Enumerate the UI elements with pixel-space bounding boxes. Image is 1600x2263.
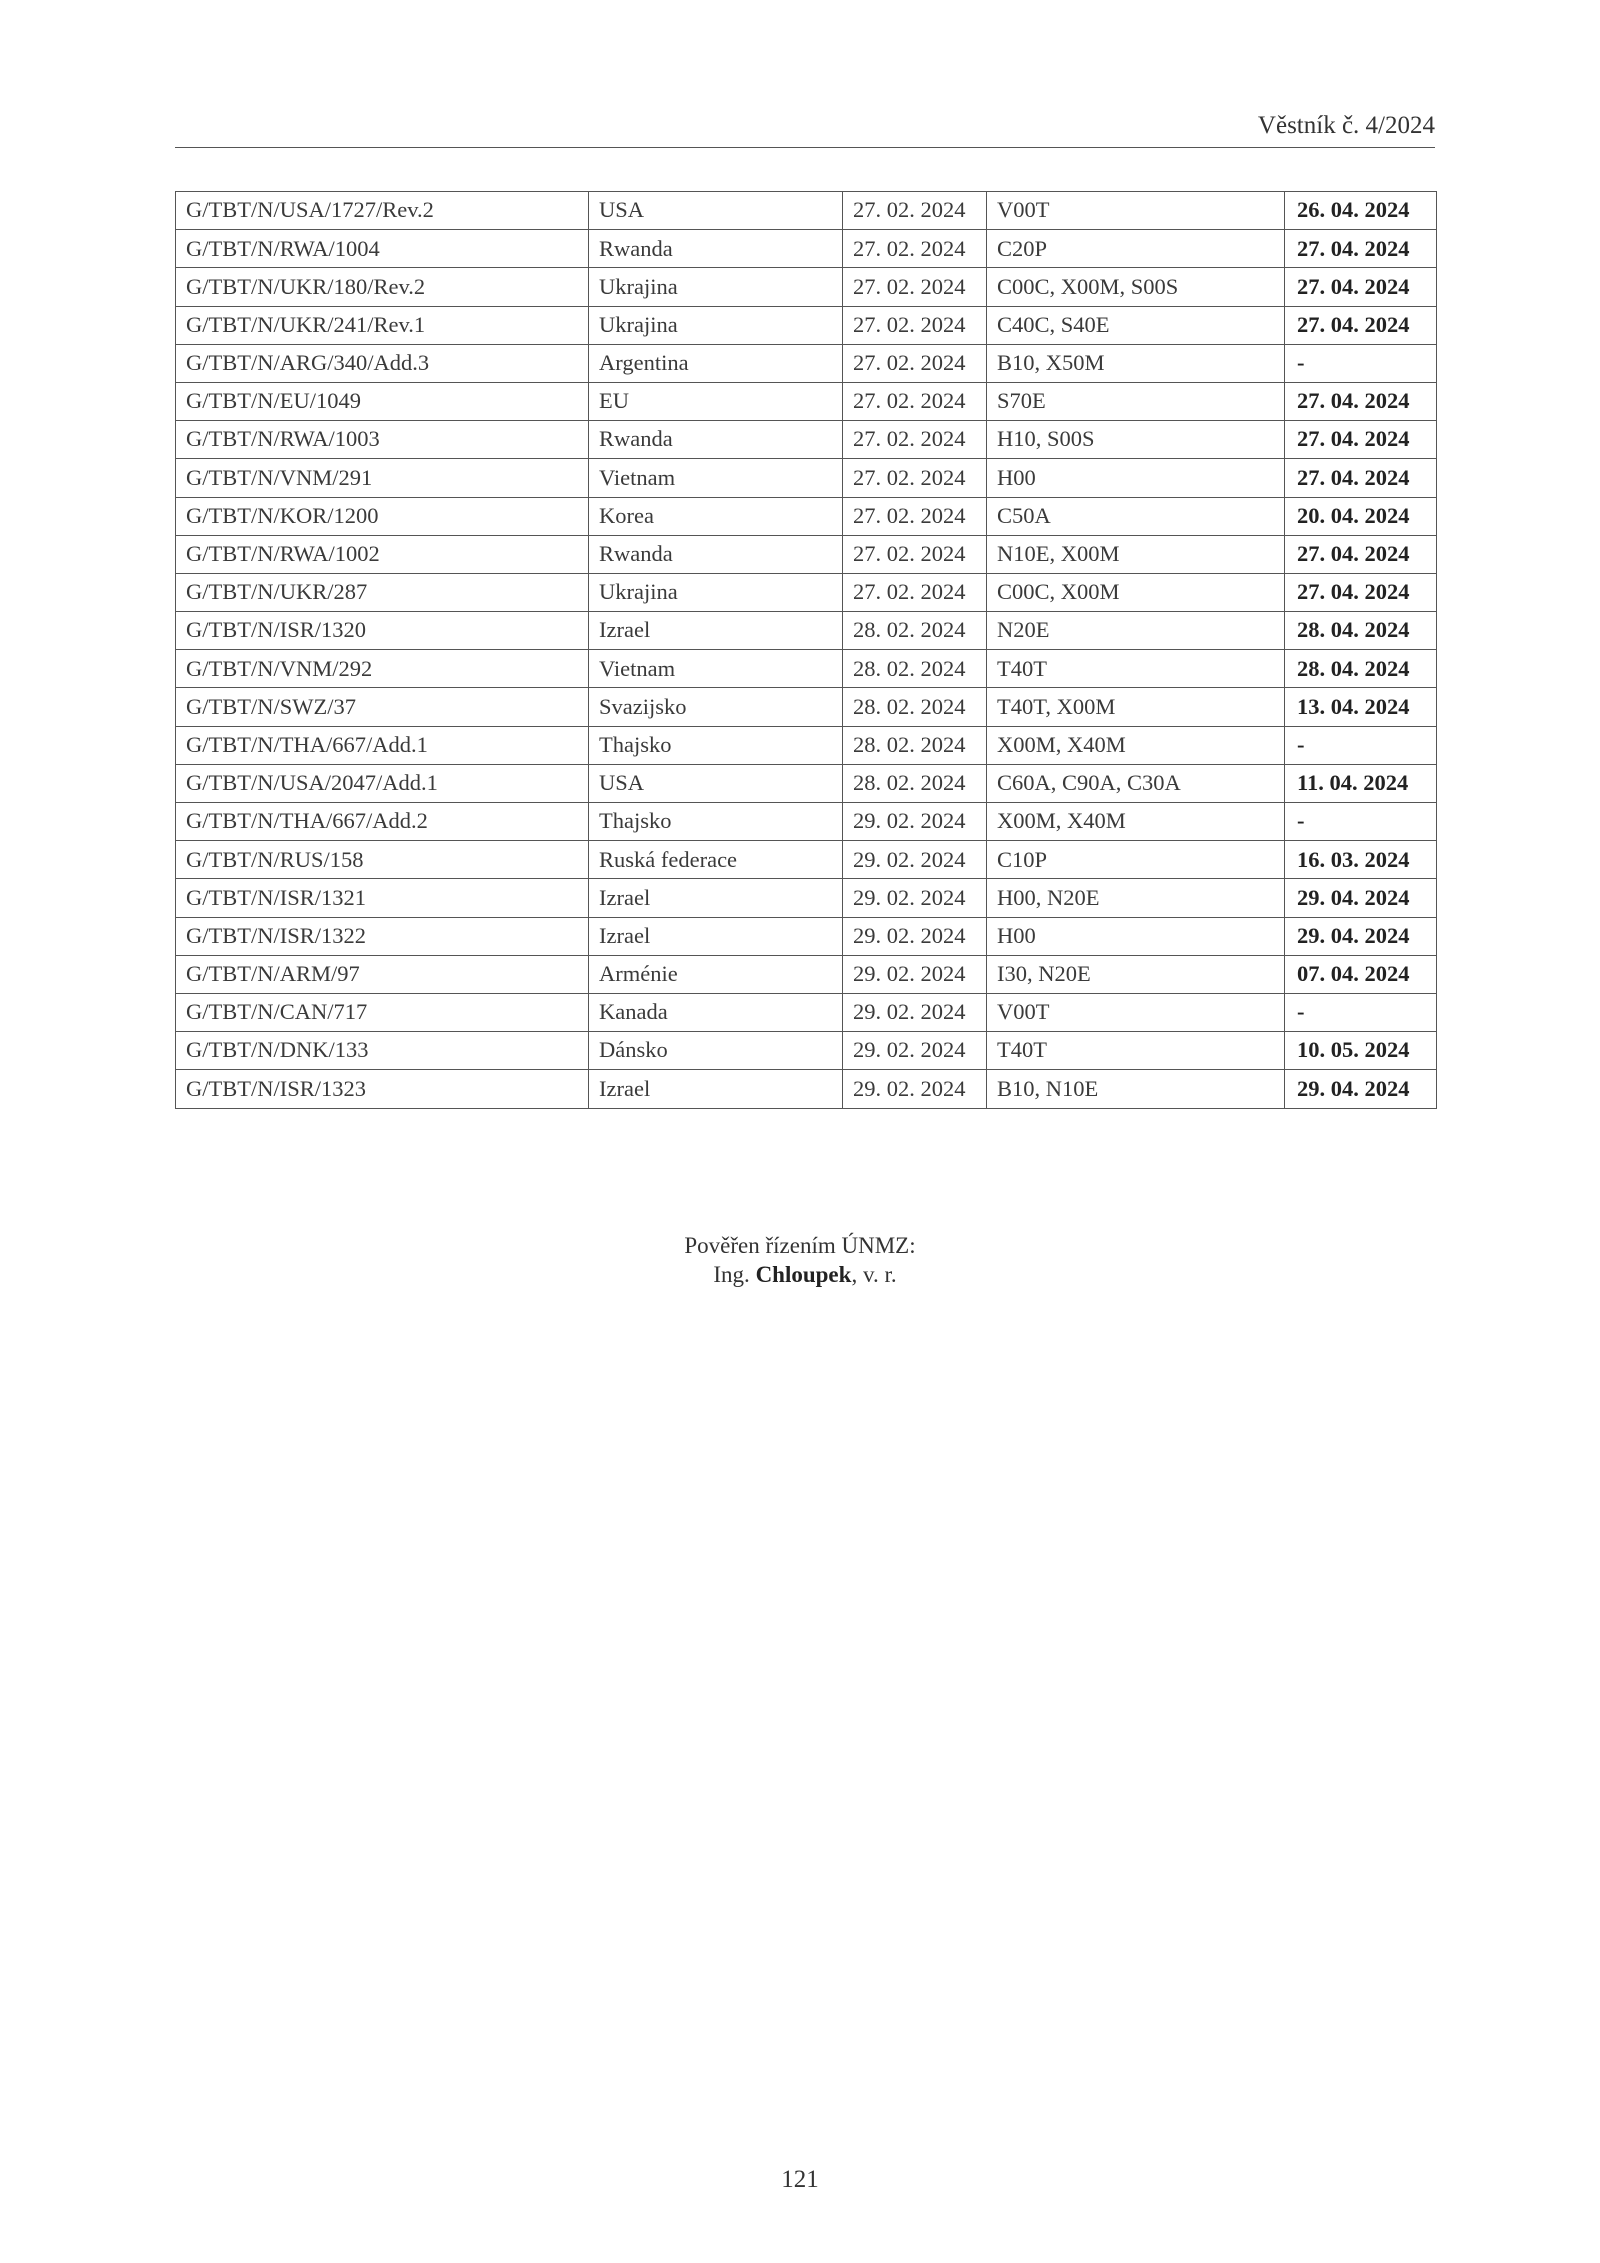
cell-codes: S70E: [987, 382, 1285, 420]
table-row: [176, 573, 1437, 611]
cell-date: 27. 02. 2024: [843, 497, 987, 535]
cell-date: 28. 02. 2024: [843, 726, 987, 764]
cell-deadline: 29. 04. 2024: [1285, 917, 1437, 955]
cell-symbol: G/TBT/N/ISR/1321: [176, 879, 589, 917]
cell-symbol: G/TBT/N/VNM/291: [176, 459, 589, 497]
cell-codes: C20P: [987, 230, 1285, 268]
cell-deadline: 27. 04. 2024: [1285, 421, 1437, 459]
cell-codes: H00, N20E: [987, 879, 1285, 917]
cell-symbol: G/TBT/N/RUS/158: [176, 841, 589, 879]
cell-member: Thajsko: [589, 803, 843, 841]
cell-symbol: G/TBT/N/SWZ/37: [176, 688, 589, 726]
table-row: [176, 1070, 1437, 1108]
cell-member: Ruská federace: [589, 841, 843, 879]
cell-symbol: G/TBT/N/THA/667/Add.2: [176, 803, 589, 841]
cell-symbol: G/TBT/N/ISR/1322: [176, 917, 589, 955]
cell-member: Izrael: [589, 879, 843, 917]
cell-member: Ukrajina: [589, 268, 843, 306]
cell-deadline: 28. 04. 2024: [1285, 612, 1437, 650]
cell-date: 28. 02. 2024: [843, 764, 987, 802]
cell-member: Vietnam: [589, 650, 843, 688]
cell-deadline: -: [1285, 803, 1437, 841]
cell-date: 28. 02. 2024: [843, 688, 987, 726]
table-row: [176, 955, 1437, 993]
cell-date: 27. 02. 2024: [843, 382, 987, 420]
table-row: [176, 459, 1437, 497]
cell-symbol: G/TBT/N/USA/2047/Add.1: [176, 764, 589, 802]
cell-codes: C10P: [987, 841, 1285, 879]
cell-deadline: 26. 04. 2024: [1285, 192, 1437, 230]
cell-symbol: G/TBT/N/RWA/1002: [176, 535, 589, 573]
table-row: [176, 917, 1437, 955]
cell-date: 27. 02. 2024: [843, 230, 987, 268]
cell-symbol: G/TBT/N/RWA/1003: [176, 421, 589, 459]
cell-codes: C60A, C90A, C30A: [987, 764, 1285, 802]
cell-symbol: G/TBT/N/UKR/180/Rev.2: [176, 268, 589, 306]
signature-title: Ing.: [713, 1261, 750, 1287]
cell-deadline: 27. 04. 2024: [1285, 268, 1437, 306]
cell-symbol: G/TBT/N/CAN/717: [176, 993, 589, 1031]
cell-symbol: G/TBT/N/DNK/133: [176, 1032, 589, 1070]
cell-codes: C40C, S40E: [987, 306, 1285, 344]
cell-member: Svazijsko: [589, 688, 843, 726]
table-row: [176, 650, 1437, 688]
cell-codes: C50A: [987, 497, 1285, 535]
cell-codes: C00C, X00M: [987, 573, 1285, 611]
signature-block: [0, 1232, 1600, 1290]
table-row: [176, 1032, 1437, 1070]
cell-codes: X00M, X40M: [987, 803, 1285, 841]
cell-deadline: -: [1285, 726, 1437, 764]
cell-date: 28. 02. 2024: [843, 650, 987, 688]
cell-deadline: 10. 05. 2024: [1285, 1032, 1437, 1070]
table-row: [176, 344, 1437, 382]
table-row: [176, 688, 1437, 726]
cell-member: Kanada: [589, 993, 843, 1031]
cell-member: Rwanda: [589, 421, 843, 459]
cell-date: 29. 02. 2024: [843, 1032, 987, 1070]
cell-date: 27. 02. 2024: [843, 459, 987, 497]
cell-deadline: 11. 04. 2024: [1285, 764, 1437, 802]
cell-deadline: 27. 04. 2024: [1285, 535, 1437, 573]
cell-deadline: -: [1285, 344, 1437, 382]
cell-deadline: 27. 04. 2024: [1285, 382, 1437, 420]
cell-date: 27. 02. 2024: [843, 268, 987, 306]
cell-date: 29. 02. 2024: [843, 955, 987, 993]
cell-deadline: -: [1285, 993, 1437, 1031]
cell-member: EU: [589, 382, 843, 420]
cell-codes: V00T: [987, 192, 1285, 230]
cell-member: Dánsko: [589, 1032, 843, 1070]
cell-date: 27. 02. 2024: [843, 192, 987, 230]
cell-deadline: 29. 04. 2024: [1285, 879, 1437, 917]
signature-name-line: [0, 1261, 1600, 1290]
signature-suffix: , v. r.: [851, 1261, 897, 1287]
cell-date: 27. 02. 2024: [843, 306, 987, 344]
cell-member: Argentina: [589, 344, 843, 382]
cell-member: Arménie: [589, 955, 843, 993]
cell-codes: I30, N20E: [987, 955, 1285, 993]
cell-member: Izrael: [589, 612, 843, 650]
cell-member: Thajsko: [589, 726, 843, 764]
cell-member: Izrael: [589, 1070, 843, 1108]
table-row: [176, 268, 1437, 306]
table-row: [176, 764, 1437, 802]
cell-codes: B10, N10E: [987, 1070, 1285, 1108]
cell-date: 29. 02. 2024: [843, 917, 987, 955]
cell-codes: N20E: [987, 612, 1285, 650]
cell-codes: X00M, X40M: [987, 726, 1285, 764]
table-row: [176, 421, 1437, 459]
cell-codes: T40T: [987, 1032, 1285, 1070]
table-row: [176, 726, 1437, 764]
cell-symbol: G/TBT/N/RWA/1004: [176, 230, 589, 268]
cell-codes: B10, X50M: [987, 344, 1285, 382]
cell-date: 29. 02. 2024: [843, 1070, 987, 1108]
signature-role-line: Pověřen řízením ÚNMZ:: [684, 1233, 916, 1258]
cell-deadline: 27. 04. 2024: [1285, 306, 1437, 344]
cell-member: Ukrajina: [589, 306, 843, 344]
table-row: [176, 993, 1437, 1031]
cell-deadline: 28. 04. 2024: [1285, 650, 1437, 688]
cell-member: Rwanda: [589, 230, 843, 268]
table-row: [176, 879, 1437, 917]
cell-member: Korea: [589, 497, 843, 535]
cell-member: Rwanda: [589, 535, 843, 573]
cell-symbol: G/TBT/N/ARM/97: [176, 955, 589, 993]
cell-date: 27. 02. 2024: [843, 535, 987, 573]
cell-date: 27. 02. 2024: [843, 573, 987, 611]
cell-codes: V00T: [987, 993, 1285, 1031]
cell-symbol: G/TBT/N/ISR/1320: [176, 612, 589, 650]
cell-symbol: G/TBT/N/ARG/340/Add.3: [176, 344, 589, 382]
cell-deadline: 13. 04. 2024: [1285, 688, 1437, 726]
cell-symbol: G/TBT/N/USA/1727/Rev.2: [176, 192, 589, 230]
table-row: [176, 192, 1437, 230]
cell-deadline: 27. 04. 2024: [1285, 459, 1437, 497]
cell-symbol: G/TBT/N/UKR/287: [176, 573, 589, 611]
header-divider: [175, 147, 1435, 148]
cell-codes: H00: [987, 459, 1285, 497]
cell-member: Izrael: [589, 917, 843, 955]
cell-codes: C00C, X00M, S00S: [987, 268, 1285, 306]
cell-member: USA: [589, 192, 843, 230]
cell-member: Vietnam: [589, 459, 843, 497]
cell-date: 27. 02. 2024: [843, 421, 987, 459]
cell-symbol: G/TBT/N/VNM/292: [176, 650, 589, 688]
notifications-table-body: [176, 192, 1437, 1109]
cell-codes: T40T: [987, 650, 1285, 688]
table-row: [176, 382, 1437, 420]
cell-date: 29. 02. 2024: [843, 841, 987, 879]
cell-symbol: G/TBT/N/UKR/241/Rev.1: [176, 306, 589, 344]
cell-deadline: 27. 04. 2024: [1285, 573, 1437, 611]
cell-deadline: 20. 04. 2024: [1285, 497, 1437, 535]
cell-symbol: G/TBT/N/KOR/1200: [176, 497, 589, 535]
table-row: [176, 535, 1437, 573]
table-row: [176, 497, 1437, 535]
journal-header-title: Věstník č. 4/2024: [1257, 112, 1435, 139]
notifications-table: [175, 191, 1437, 1109]
signatory-name: Chloupek: [755, 1261, 852, 1287]
cell-member: Ukrajina: [589, 573, 843, 611]
cell-date: 29. 02. 2024: [843, 803, 987, 841]
cell-date: 29. 02. 2024: [843, 993, 987, 1031]
page-number: 121: [781, 2166, 819, 2193]
cell-date: 28. 02. 2024: [843, 612, 987, 650]
cell-deadline: 29. 04. 2024: [1285, 1070, 1437, 1108]
cell-symbol: G/TBT/N/EU/1049: [176, 382, 589, 420]
cell-codes: H00: [987, 917, 1285, 955]
cell-symbol: G/TBT/N/ISR/1323: [176, 1070, 589, 1108]
table-row: [176, 306, 1437, 344]
cell-deadline: 27. 04. 2024: [1285, 230, 1437, 268]
table-row: [176, 230, 1437, 268]
cell-date: 29. 02. 2024: [843, 879, 987, 917]
cell-member: USA: [589, 764, 843, 802]
cell-deadline: 16. 03. 2024: [1285, 841, 1437, 879]
cell-deadline: 07. 04. 2024: [1285, 955, 1437, 993]
cell-codes: N10E, X00M: [987, 535, 1285, 573]
cell-date: 27. 02. 2024: [843, 344, 987, 382]
table-row: [176, 803, 1437, 841]
cell-codes: H10, S00S: [987, 421, 1285, 459]
table-row: [176, 841, 1437, 879]
table-row: [176, 612, 1437, 650]
cell-codes: T40T, X00M: [987, 688, 1285, 726]
cell-symbol: G/TBT/N/THA/667/Add.1: [176, 726, 589, 764]
